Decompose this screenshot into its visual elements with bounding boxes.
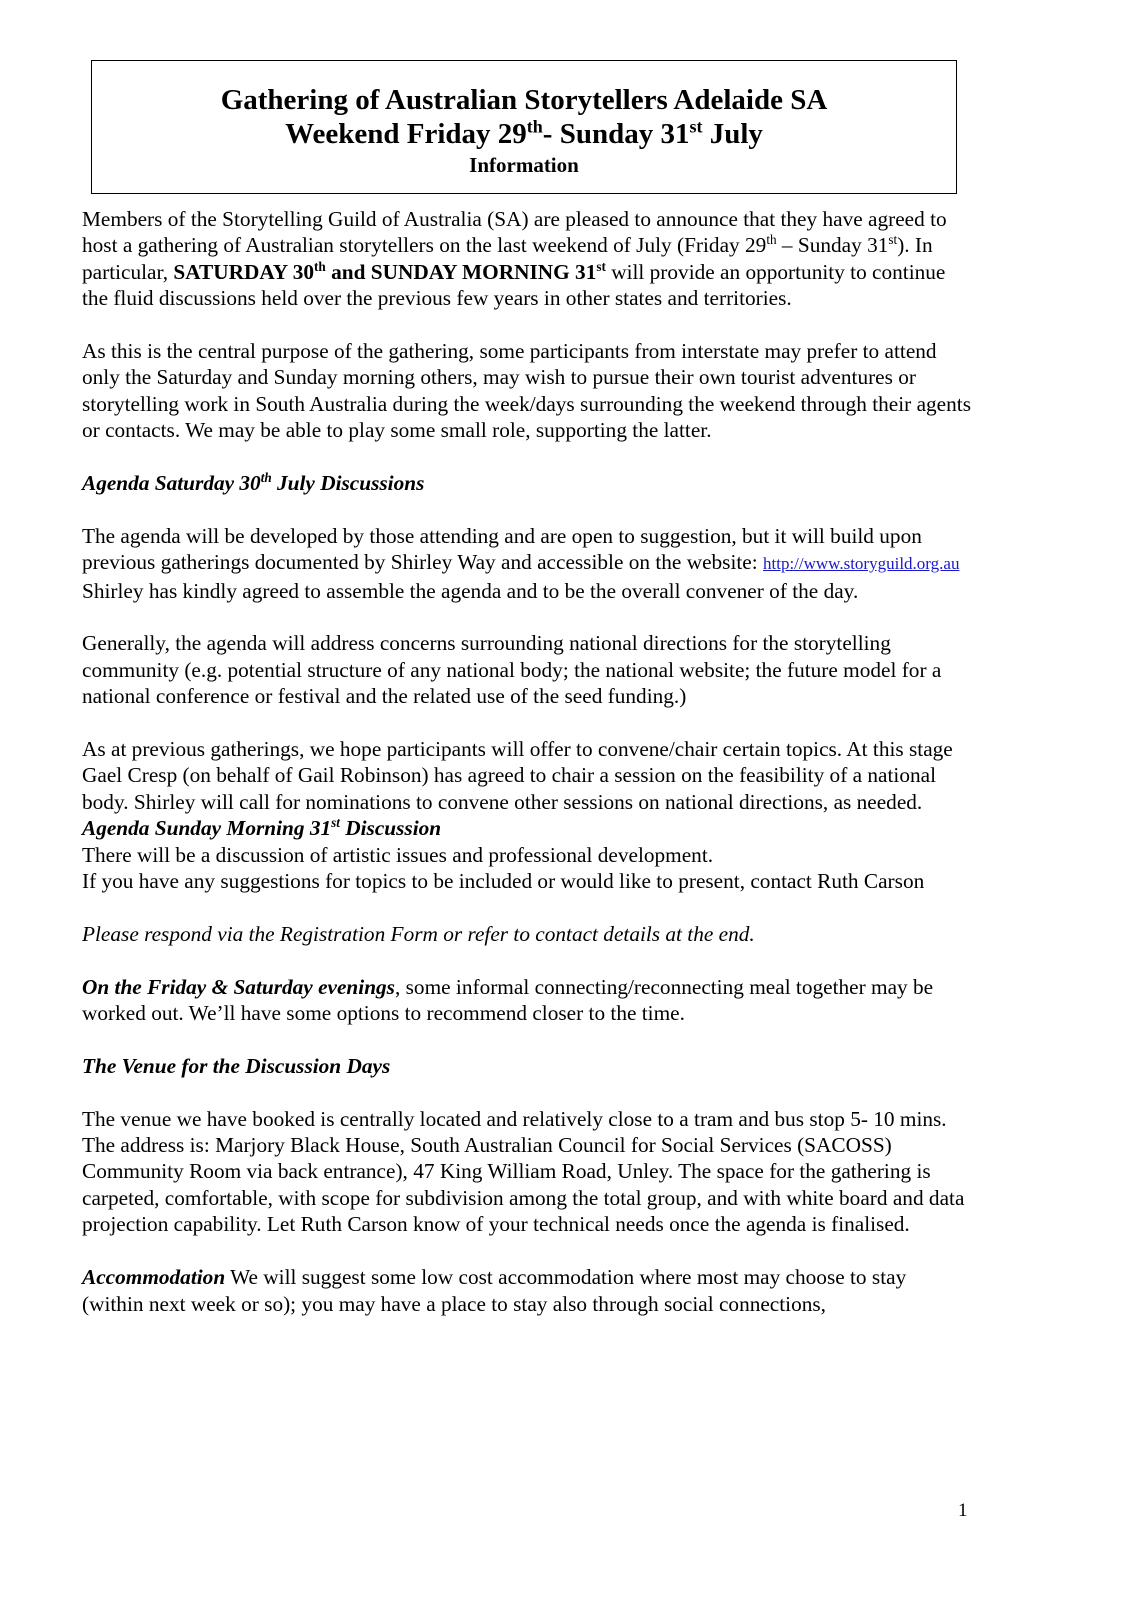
ordinal-suffix: st: [331, 815, 340, 831]
text-run: will provide an opportunity to continue the fluid discussions held over the previous few years in other states and territories.: [82, 259, 946, 311]
document-label: Information: [469, 153, 579, 177]
heading-agenda-sunday: [82, 815, 972, 841]
text-run: ). In particular,: [82, 233, 933, 284]
paragraph-convene: As at previous gatherings, we hope participants will offer to convene/chair certain topics. At this stage Gael Cresp (on behalf of Gail Robinson) has agreed to chair a session on the feasibility of a national body. Shirley will call for nominations to convene other sessions on national directions, as needed.: [82, 737, 953, 814]
ordinal-suffix: st: [689, 116, 703, 137]
ordinal-suffix: st: [888, 232, 898, 248]
italic-text: Please respond via the Registration Form or refer to contact details at the end.: [82, 921, 755, 946]
document-subtitle: [92, 117, 956, 151]
ordinal-suffix: st: [596, 258, 606, 274]
document-body: [82, 206, 972, 1343]
paragraph-purpose: As this is the central purpose of the gathering, some participants from interstate may prefer to attend only the Saturday and Sunday morning others, may wish to pursue their own tourist adventures or storytelling work in South Australia during the week/days surrounding the weekend through their agents or contacts. We may be able to play some small role, supporting the latter.: [82, 339, 971, 443]
text-run: Members of the Storytelling Guild of Australia (SA) are pleased to announce that they have agreed to host a gathering of Australian storytellers on the last weekend of July (Friday 29: [82, 207, 947, 258]
subtitle-part: Weekend Friday 29: [285, 118, 527, 150]
document-title: Gathering of Australian Storytellers Adelaide SA: [220, 84, 828, 116]
heading-venue: [82, 1053, 972, 1079]
paragraph-agenda: [82, 523, 972, 604]
text-run: The agenda will be developed by those attending and are open to suggestion, but it will build upon previous gatherings documented by Shirley Way and accessible on the website:: [82, 523, 922, 575]
title-box: [91, 60, 957, 194]
bold-italic-text: Accommodation: [82, 1265, 226, 1290]
intro-paragraph: [82, 206, 972, 312]
paragraph-artistic-issues: There will be a discussion of artistic issues and professional development.: [82, 842, 714, 867]
paragraph-venue: The venue we have booked is centrally located and relatively close to a tram and bus stop 5- 10 mins. The address is: Marjory Black House, South Australian Council for Social Services (SACOSS) Community Room via back entrance), 47 King William Road, Unley. The space for the gathering is carpeted, comfortable, with scope for subdivision among the total group, and with white board and data projection capability. Let Ruth Carson know of your technical needs once the agenda is finalised.: [82, 1106, 965, 1237]
website-link[interactable]: http://www.storyguild.org.au: [763, 554, 960, 574]
paragraph-accommodation: [82, 1264, 972, 1317]
text-run: , some informal connecting/reconnecting meal together may be worked out. We’ll have some options to recommend closer to the time.: [82, 974, 934, 1026]
ordinal-suffix: th: [260, 469, 272, 485]
paragraph-evenings: [82, 974, 972, 1027]
ordinal-suffix: th: [526, 116, 543, 137]
bold-italic-text: On the Friday & Saturday evenings: [82, 974, 395, 999]
text-run: We will suggest some low cost accommodation where most may choose to stay (within next week or so); you may have a place to stay also through social connections,: [82, 1265, 907, 1316]
text-run: Shirley has kindly agreed to assemble the agenda and to be the overall convener of the day.: [82, 578, 859, 603]
subtitle-part: July: [702, 118, 763, 150]
paragraph-national-directions: Generally, the agenda will address concerns surrounding national directions for the storytelling community (e.g. potential structure of any national body; the national website; the future model for a national conference or festival and the related use of the seed funding.): [82, 631, 942, 709]
page-number: 1: [958, 1500, 968, 1521]
heading-text: The Venue for the Discussion Days: [82, 1053, 391, 1078]
bold-text: SATURDAY 30: [173, 259, 315, 284]
paragraph-suggestions: If you have any suggestions for topics to be included or would like to present, contact Ruth Carson: [82, 869, 925, 894]
heading-agenda-saturday: [82, 470, 972, 496]
subtitle-part: - Sunday 31: [542, 118, 690, 150]
heading-text: July Discussions: [271, 471, 425, 496]
heading-text: Discussion: [339, 816, 442, 841]
heading-text: Agenda Sunday Morning 31: [82, 816, 332, 841]
heading-text: Agenda Saturday 30: [82, 471, 261, 496]
text-run: – Sunday 31: [776, 233, 889, 258]
bold-text: and SUNDAY MORNING 31: [325, 259, 597, 284]
ordinal-suffix: th: [314, 258, 326, 274]
paragraph-respond: [82, 921, 972, 947]
ordinal-suffix: th: [766, 232, 777, 248]
